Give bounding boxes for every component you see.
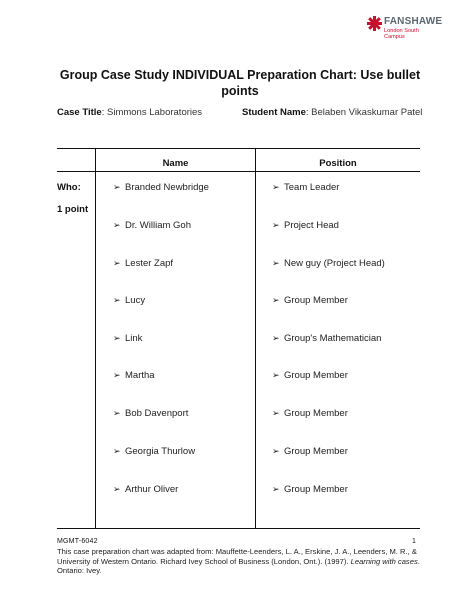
list-item [272, 333, 381, 344]
bullet-arrow-icon: ➢ [113, 446, 121, 456]
logo-campus-line-1: London South [384, 28, 419, 34]
who-label: Who: [57, 182, 81, 193]
member-position: Project Head [284, 220, 339, 231]
bullet-arrow-icon: ➢ [272, 484, 280, 494]
title-line-2: points [221, 84, 259, 98]
bullet-arrow-icon: ➢ [272, 408, 280, 418]
citation-text: This case preparation chart was adapted from: Mauffette-Leenders, L. A., Erskine, J. A., Leenders, M. R., & University of Western Ontario. Richard Ivey School of Business (London, Ont.). (1997). [57, 547, 417, 566]
student-name-label: Student Name [242, 107, 306, 118]
list-item [113, 220, 191, 231]
points-label: 1 point [57, 204, 89, 215]
member-name: Martha [125, 370, 155, 381]
member-name: Lester Zapf [125, 258, 174, 269]
table-left-divider [95, 148, 96, 528]
list-item [113, 370, 155, 381]
member-position: Group Member [284, 484, 348, 495]
list-item [272, 220, 339, 231]
member-name: Lucy [125, 295, 146, 306]
list-item [272, 258, 385, 269]
case-title-label: Case Title [57, 107, 102, 118]
page-number: 1 [412, 538, 416, 545]
case-title-value: : Simmons Laboratories [101, 107, 203, 118]
table-bottom-border [57, 528, 420, 529]
member-name: Arthur Oliver [125, 484, 179, 495]
table-top-border [57, 148, 420, 149]
bullet-arrow-icon: ➢ [113, 220, 121, 230]
logo-campus-line-2: Campus [384, 34, 405, 41]
member-position: Group Member [284, 408, 348, 419]
member-name: Dr. William Goh [125, 220, 191, 231]
list-item [272, 408, 348, 419]
bullet-arrow-icon: ➢ [272, 295, 280, 305]
list-item [272, 446, 348, 457]
member-position: Group Member [284, 370, 348, 381]
list-item [113, 333, 142, 344]
bullet-arrow-icon: ➢ [113, 258, 121, 268]
member-position: New guy (Project Head) [284, 258, 385, 269]
bullet-arrow-icon: ➢ [272, 370, 280, 380]
column-header-name: Name [162, 158, 189, 169]
table-header-divider [57, 171, 420, 172]
list-item [272, 484, 348, 495]
student-name-field [242, 107, 422, 118]
list-item [272, 182, 339, 193]
bullet-arrow-icon: ➢ [272, 333, 280, 343]
student-name-value: : Belaben Vikaskumar Patel [305, 107, 423, 118]
member-position: Group Member [284, 295, 348, 306]
member-name: Branded Newbridge [125, 182, 209, 193]
citation-publisher: . Ontario: Ivey. [57, 556, 420, 575]
citation-footnote [57, 547, 422, 576]
bullet-arrow-icon: ➢ [113, 295, 121, 305]
bullet-arrow-icon: ➢ [113, 408, 121, 418]
list-item [113, 258, 173, 269]
member-position: Group's Mathematician [284, 333, 382, 344]
list-item [113, 408, 188, 419]
bullet-arrow-icon: ➢ [272, 220, 280, 230]
logo-brand-text: FANSHAWE [384, 16, 443, 27]
list-item [113, 182, 209, 193]
bullet-arrow-icon: ➢ [113, 484, 121, 494]
logo-campus-text [384, 28, 444, 41]
bullet-arrow-icon: ➢ [113, 333, 121, 343]
bullet-arrow-icon: ➢ [272, 258, 280, 268]
list-item [113, 446, 195, 457]
bullet-arrow-icon: ➢ [272, 446, 280, 456]
case-title-field [57, 107, 202, 118]
list-item [113, 484, 178, 495]
title-line-1: Group Case Study INDIVIDUAL Preparation Chart: Use bullet [59, 68, 421, 82]
list-item [113, 295, 145, 306]
bullet-arrow-icon: ➢ [272, 182, 280, 192]
course-code: MGMT-6042 [57, 538, 98, 545]
bullet-arrow-icon: ➢ [113, 182, 121, 192]
bullet-arrow-icon: ➢ [113, 370, 121, 380]
citation-book-title: Learning with cases [350, 556, 418, 566]
member-name: Link [125, 333, 143, 344]
document-title [40, 67, 440, 99]
column-header-position: Position [319, 158, 357, 169]
list-item [272, 370, 348, 381]
member-position: Team Leader [284, 182, 340, 193]
member-position: Group Member [284, 446, 348, 457]
member-name: Georgia Thurlow [125, 446, 196, 457]
fanshawe-logo [367, 16, 459, 50]
list-item [272, 295, 348, 306]
member-name: Bob Davenport [125, 408, 189, 419]
fanshawe-emblem-icon [367, 16, 382, 31]
table-column-divider [255, 148, 256, 528]
